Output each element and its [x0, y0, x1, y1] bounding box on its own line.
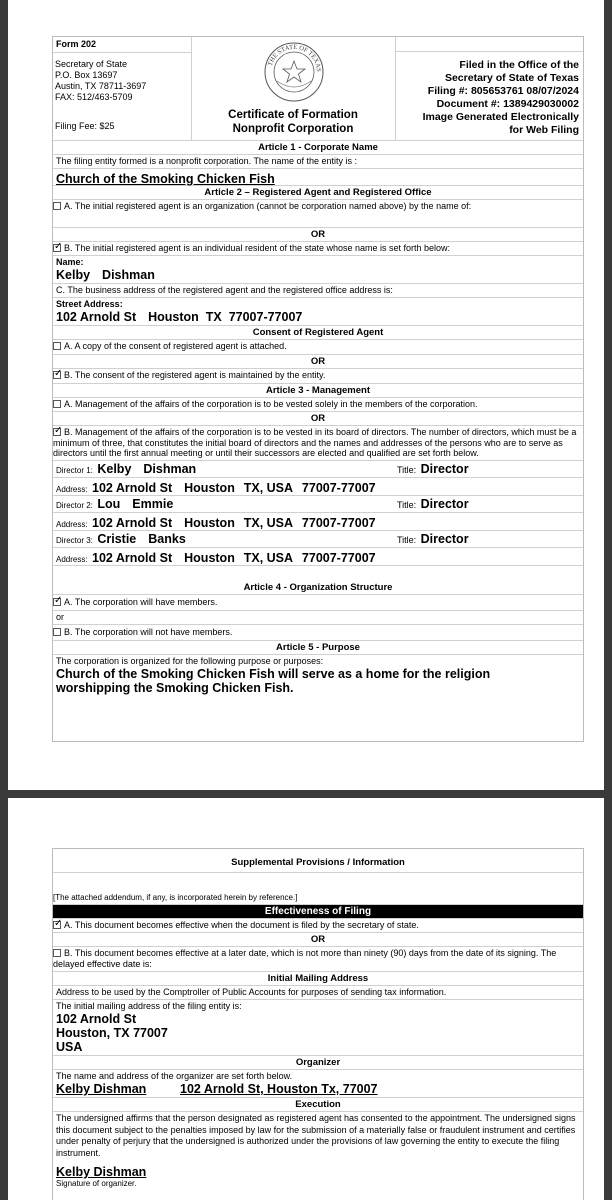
- organizer-block: [53, 1070, 583, 1098]
- agent-zip: 77007-77007: [228, 310, 303, 324]
- agent-name-label: Name:: [56, 257, 84, 267]
- title-label: Title:: [397, 499, 417, 510]
- director-zip: 77007-77007: [301, 550, 376, 565]
- mailing-heading: Initial Mailing Address: [53, 972, 583, 986]
- article-4-heading: Article 4 - Organization Structure: [53, 581, 583, 595]
- document-number: Document #: 1389429030002: [436, 98, 579, 110]
- members-option-a-label: A. The corporation will have members.: [64, 596, 218, 607]
- title-label: Title:: [397, 534, 417, 545]
- director-row: [53, 496, 583, 513]
- effective-option-a-checkbox[interactable]: [53, 921, 61, 929]
- agent-address-block: [53, 298, 583, 326]
- mailing-intro: The initial mailing address of the filing entity is:: [56, 1001, 242, 1011]
- entity-name-row: [53, 169, 583, 186]
- agent-option-a-checkbox[interactable]: [53, 202, 61, 210]
- director-label: Director 3:: [56, 535, 93, 545]
- form-number: Form 202: [53, 37, 191, 53]
- director-address-row: [53, 548, 583, 566]
- mailing-line: USA: [56, 1040, 83, 1054]
- supplemental-heading: Supplemental Provisions / Information: [53, 849, 583, 873]
- agent-state: TX: [205, 310, 222, 324]
- agent-option-b-checkbox[interactable]: [53, 244, 61, 252]
- director-title: Director: [420, 496, 469, 511]
- signature-label: Signature of organizer.: [56, 1179, 137, 1188]
- entity-name: Church of the Smoking Chicken Fish: [56, 172, 275, 186]
- office-line: P.O. Box 13697: [55, 70, 118, 80]
- purpose-line: Church of the Smoking Chicken Fish will serve as a home for the religion: [56, 666, 491, 681]
- document-page-2: [8, 798, 604, 1200]
- consent-option-b-label: B. The consent of the registered agent is maintained by the entity.: [64, 370, 326, 380]
- members-option-a[interactable]: [53, 595, 583, 611]
- or-separator: OR: [53, 933, 583, 947]
- director-city: Houston: [184, 550, 235, 565]
- director-street: 102 Arnold St: [92, 550, 173, 565]
- filing-fee: Filing Fee: $25: [55, 121, 115, 131]
- management-option-a-label: A. Management of the affairs of the corporation is to be vested solely in the members of the corporation.: [64, 399, 478, 409]
- agent-option-b[interactable]: [53, 242, 583, 256]
- director-state: TX, USA: [243, 550, 294, 565]
- form-header: [53, 37, 583, 141]
- organizer-heading: Organizer: [53, 1056, 583, 1070]
- organizer-name: Kelby Dishman: [56, 1082, 147, 1096]
- mailing-purpose: Address to be used by the Comptroller of Public Accounts for purposes of sending tax information.: [53, 986, 583, 1000]
- article-1-heading: Article 1 - Corporate Name: [53, 141, 583, 155]
- or-separator: OR: [53, 355, 583, 369]
- filed-line: Secretary of State of Texas: [444, 72, 579, 84]
- director-last-name: Banks: [148, 531, 186, 546]
- address-label: Address:: [56, 519, 88, 529]
- management-option-b-checkbox[interactable]: [53, 428, 61, 436]
- members-option-a-checkbox[interactable]: [53, 598, 61, 606]
- agent-option-b-label: B. The initial registered agent is an individual resident of the state whose name is set forth below:: [64, 243, 451, 253]
- agent-name-block: [53, 256, 583, 284]
- director-street: 102 Arnold St: [92, 480, 173, 495]
- management-option-a-checkbox[interactable]: [53, 400, 61, 408]
- agent-option-a-label: A. The initial registered agent is an organization (cannot be corporation named above) by the name of:: [64, 201, 472, 211]
- director-row: [53, 461, 583, 478]
- agent-first-name: Kelby: [56, 268, 91, 282]
- article-3-heading: Article 3 - Management: [53, 384, 583, 398]
- execution-text: The undersigned affirms that the person designated as registered agent has consented to the appointment. The undersigned signs this document subject to the penalties imposed by law for the submission of a materially false or fraudulent instrument and certifies under penalty of perjury that the undersigned is authorized under the provisions of law governing the entity to execute the filing instrument.: [56, 1113, 576, 1158]
- title-label: Title:: [397, 464, 417, 475]
- director-city: Houston: [184, 480, 235, 495]
- or-separator: OR: [53, 412, 583, 426]
- management-option-b-label: B. Management of the affairs of the corporation is to be vested in its board of directors. The number of directors, which must be a minimum of three, that constitutes the initial board of directors and the names and addresses of the persons who are to serve as directors until the first annual meeting or until their successors are elected and qualified are set forth below.: [53, 427, 577, 458]
- mailing-line: 102 Arnold St: [56, 1012, 137, 1026]
- form-202-continued: [52, 848, 584, 1200]
- or-separator: or: [53, 611, 583, 625]
- members-option-b-label: B. The corporation will not have members.: [64, 626, 233, 637]
- agent-city: Houston: [148, 310, 199, 324]
- organizer-address: 102 Arnold St, Houston Tx, 77007: [180, 1082, 378, 1096]
- consent-option-a-checkbox[interactable]: [53, 342, 61, 350]
- effective-option-b-label: B. This document becomes effective at a later date, which is not more than ninety (90) days from the date of its signing. The delayed effective date is:: [53, 948, 557, 969]
- certificate-title: Certificate of Formation: [228, 109, 358, 121]
- mailing-line: Houston, TX 77007: [56, 1026, 168, 1040]
- consent-option-b-checkbox[interactable]: [53, 371, 61, 379]
- director-state: TX, USA: [243, 515, 294, 530]
- director-first-name: Kelby: [97, 461, 132, 476]
- purpose-block: [53, 655, 583, 696]
- certificate-subtitle: Nonprofit Corporation: [232, 123, 354, 135]
- directors-list: [53, 461, 583, 566]
- director-row: [53, 531, 583, 548]
- purpose-intro: The corporation is organized for the following purpose or purposes:: [56, 655, 324, 666]
- or-separator: OR: [53, 228, 583, 242]
- agent-street: 102 Arnold St: [56, 310, 137, 324]
- director-first-name: Lou: [97, 496, 121, 511]
- director-label: Director 2:: [56, 500, 93, 510]
- execution-block: [53, 1112, 583, 1189]
- office-line: FAX: 512/463-5709: [55, 92, 133, 102]
- effective-option-b[interactable]: [53, 947, 583, 972]
- effective-option-a[interactable]: [53, 919, 583, 933]
- address-label: Address:: [56, 554, 88, 564]
- director-city: Houston: [184, 515, 235, 530]
- director-last-name: Dishman: [143, 461, 197, 476]
- consent-option-a-label: A. A copy of the consent of registered agent is attached.: [64, 341, 287, 351]
- agent-option-a[interactable]: [53, 200, 583, 228]
- article-1-intro: The filing entity formed is a nonprofit corporation. The name of the entity is :: [53, 155, 583, 169]
- certificate-title-block: [191, 37, 396, 140]
- purpose-line: worshipping the Smoking Chicken Fish.: [56, 680, 294, 695]
- effective-option-a-label: A. This document becomes effective when the document is filed by the secretary of state.: [64, 920, 419, 930]
- members-option-b[interactable]: [53, 625, 583, 641]
- members-option-b-checkbox[interactable]: [53, 628, 61, 636]
- effective-option-b-checkbox[interactable]: [53, 949, 61, 957]
- execution-heading: Execution: [53, 1098, 583, 1112]
- director-street: 102 Arnold St: [92, 515, 173, 530]
- director-zip: 77007-77007: [301, 515, 376, 530]
- filed-line: for Web Filing: [509, 124, 579, 136]
- office-line: Austin, TX 78711-3697: [55, 81, 147, 91]
- agent-last-name: Dishman: [102, 268, 155, 282]
- form-202: [52, 36, 584, 742]
- agent-option-c: C. The business address of the registered agent and the registered office address is:: [53, 284, 583, 298]
- filed-line: Filed in the Office of the: [459, 59, 579, 71]
- consent-option-b[interactable]: [53, 369, 583, 384]
- mailing-address-block: [53, 1000, 583, 1056]
- article-2-heading: Article 2 – Registered Agent and Registered Office: [53, 186, 583, 200]
- director-state: TX, USA: [243, 480, 294, 495]
- director-title: Director: [420, 461, 469, 476]
- office-line: Secretary of State: [55, 59, 128, 69]
- office-address: [53, 53, 191, 103]
- filed-stamp: [395, 37, 583, 140]
- street-address-label: Street Address:: [56, 299, 123, 309]
- address-label: Address:: [56, 484, 88, 494]
- filed-line: Image Generated Electronically: [422, 111, 579, 123]
- filing-number: Filing #: 805653761 08/07/2024: [427, 85, 579, 97]
- state-seal-icon: [263, 41, 325, 103]
- addendum-note: [The attached addendum, if any, is incorporated herein by reference.]: [53, 891, 583, 905]
- director-label: Director 1:: [56, 465, 93, 475]
- office-info: [53, 37, 192, 140]
- consent-heading: Consent of Registered Agent: [53, 326, 583, 340]
- article-5-heading: Article 5 - Purpose: [53, 641, 583, 655]
- organizer-signature: Kelby Dishman: [56, 1165, 147, 1179]
- management-option-a[interactable]: [53, 398, 583, 412]
- document-page-1: [8, 0, 604, 790]
- director-zip: 77007-77007: [301, 480, 376, 495]
- director-first-name: Cristie: [97, 531, 137, 546]
- seal-text: THE STATE OF TEXAS: [266, 43, 323, 72]
- management-option-b[interactable]: [53, 426, 583, 461]
- director-title: Director: [420, 531, 469, 546]
- consent-option-a[interactable]: [53, 340, 583, 355]
- effectiveness-heading: Effectiveness of Filing: [53, 905, 583, 919]
- organizer-intro: The name and address of the organizer are set forth below.: [56, 1071, 293, 1081]
- director-last-name: Emmie: [132, 496, 174, 511]
